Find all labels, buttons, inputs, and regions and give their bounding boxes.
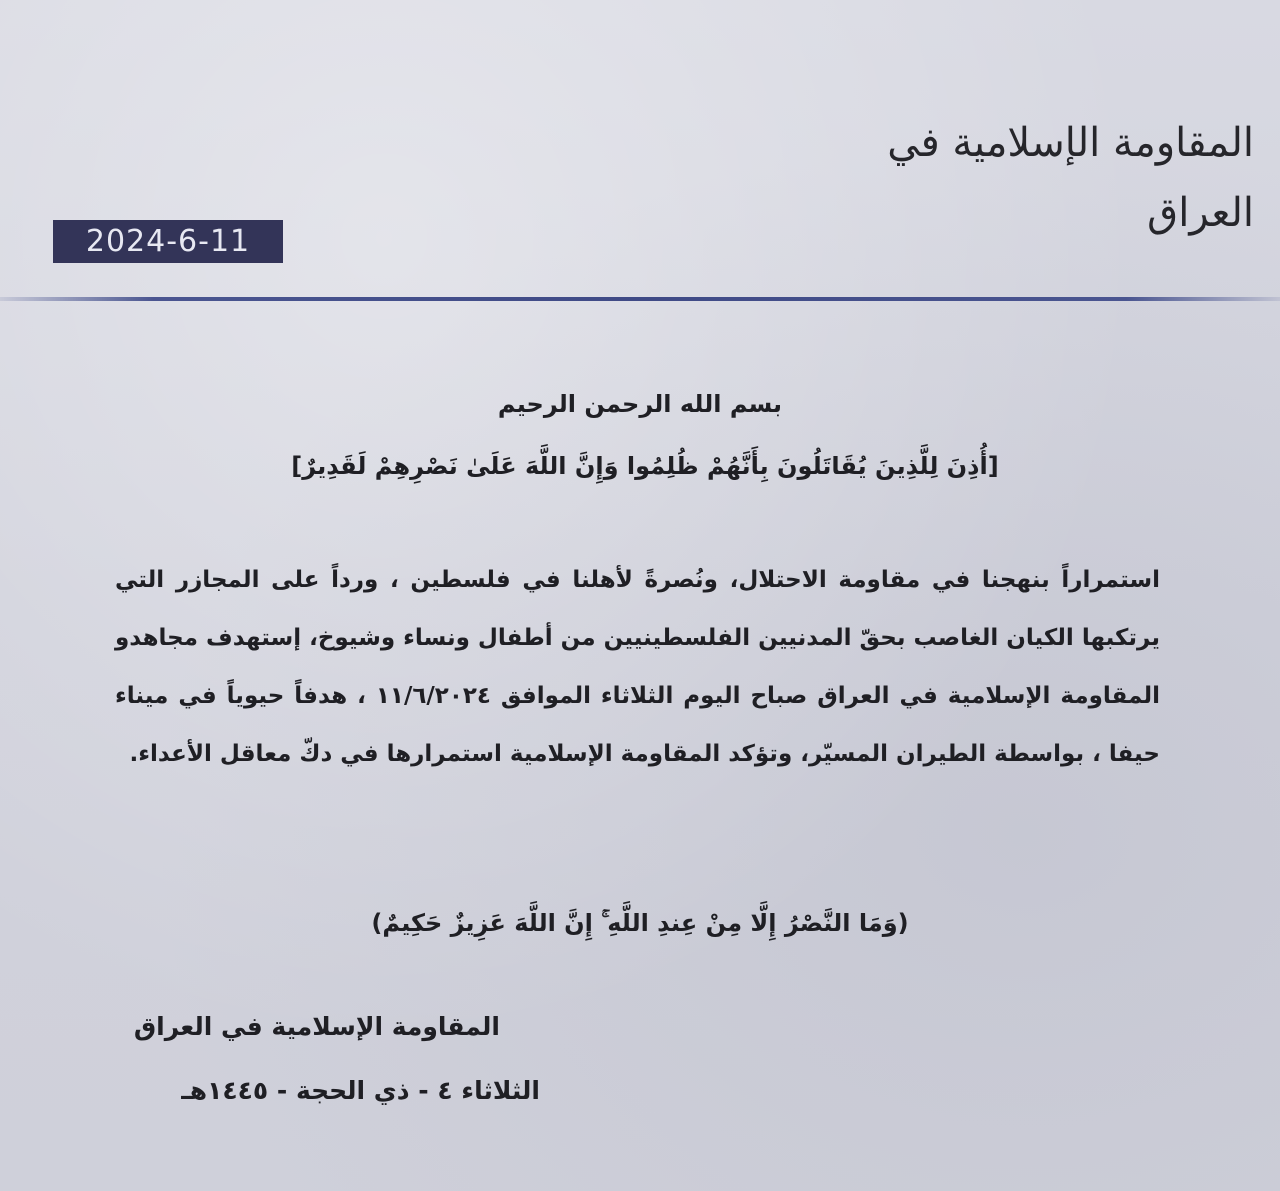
date-badge: 2024-6-11 bbox=[53, 220, 283, 263]
opening-verse: [أُذِنَ لِلَّذِينَ يُقَاتَلُونَ بِأَنَّهُمْ ظُلِمُوا وَإِنَّ اللَّهَ عَلَىٰ نَصْرِهِمْ لَقَدِيرٌ] bbox=[291, 452, 999, 480]
header-divider bbox=[0, 297, 1280, 301]
signature-block bbox=[80, 1007, 540, 1111]
statement-body: استمراراً بنهجنا في مقاومة الاحتلال، ونُصرةً لأهلنا في فلسطين ، ورداً على المجازر التي يرتكبها الكيان الغاصب بحقّ المدنيين الفلسطينيين من أطفال ونساء وشيوخ، إستهدف مجاهدو المقاومة الإسلامية في العراق صباح اليوم الثلاثاء الموافق ١١/٦/٢٠٢٤ ، هدفاً حيوياً في ميناء حيفا ، بواسطة الطيران المسيّر، وتؤكد المقاومة الإسلامية استمرارها في دكّ معاقل الأعداء. bbox=[115, 567, 1160, 767]
basmala: بسم الله الرحمن الرحيم bbox=[497, 390, 783, 418]
signature-hijri-date: الثلاثاء ٤ - ذي الحجة - ١٤٤٥هـ bbox=[181, 1076, 540, 1105]
closing-verse: (وَمَا النَّصْرُ إِلَّا مِنْ عِندِ اللَّهِ ۚ إِنَّ اللَّهَ عَزِيزٌ حَكِيمٌ) bbox=[371, 909, 909, 937]
signature-name: المقاومة الإسلامية في العراق bbox=[133, 1012, 500, 1041]
organization-logo: المقاومة الإسلامية في العراق bbox=[887, 120, 1254, 236]
